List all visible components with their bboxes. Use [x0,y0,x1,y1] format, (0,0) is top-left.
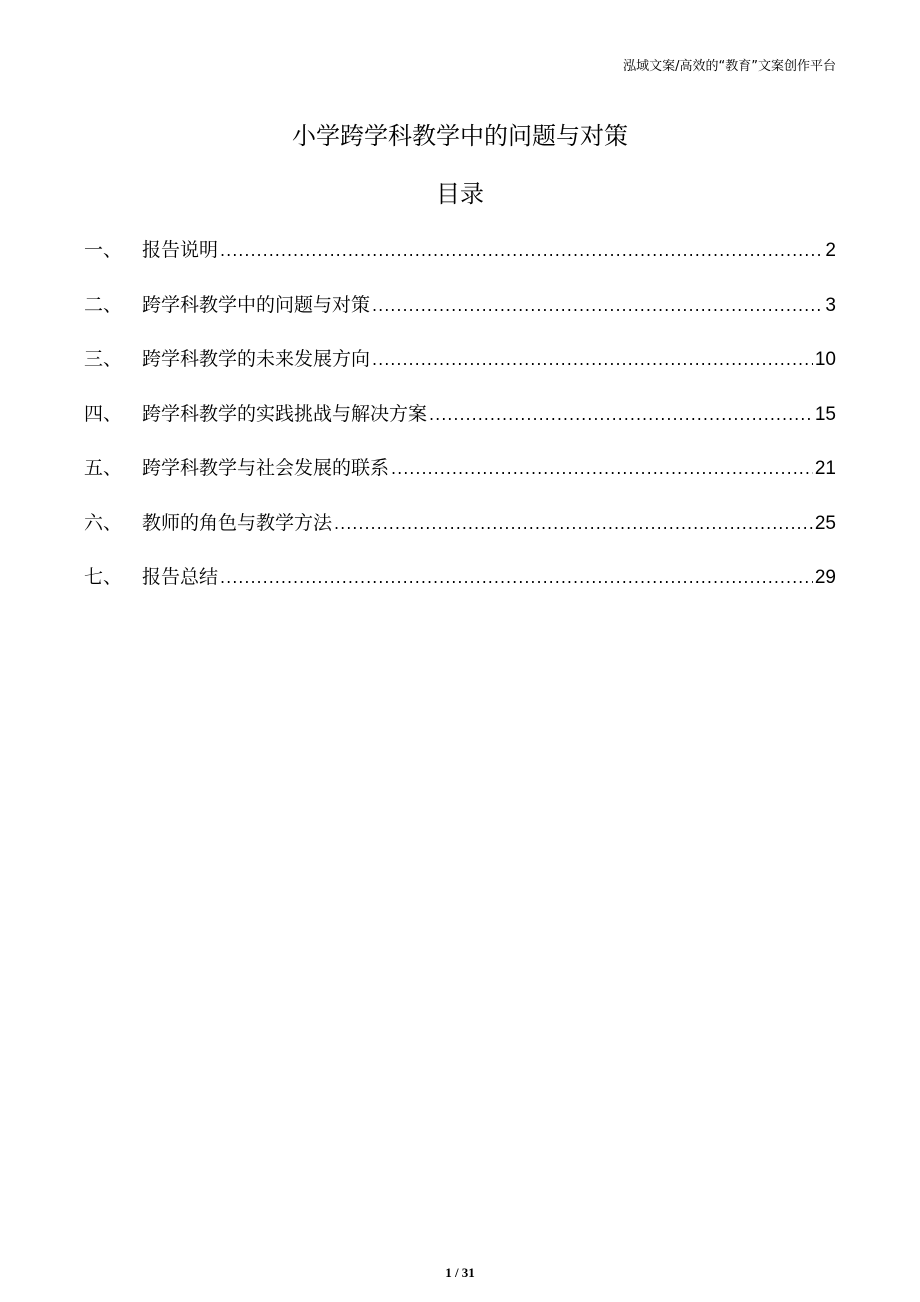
toc-entry[interactable] [84,232,836,287]
toc-entry-title: 跨学科教学与社会发展的联系 [142,457,390,479]
toc-entry-page: 29 [814,567,836,588]
toc-entry[interactable] [84,341,836,396]
toc-dot-leader [429,397,813,433]
toc-entry-number: 五、 [84,457,123,479]
toc-dot-leader [334,506,813,542]
toc-entry-number: 一、 [84,239,123,261]
toc-entry-number: 三、 [84,348,123,370]
toc-entry-number: 二、 [84,293,123,316]
toc-entry-number: 七、 [84,566,123,588]
toc-entry-page: 25 [814,512,836,534]
toc-entry[interactable] [84,287,836,342]
toc-entry[interactable] [84,396,836,451]
toc-entry-page: 21 [814,458,836,479]
header-divider [84,84,836,85]
toc-dot-leader [220,560,813,596]
toc-entry-page: 10 [814,349,836,370]
toc-entry-title: 教师的角色与教学方法 [142,511,333,534]
document-title: 小学跨学科教学中的问题与对策 [292,122,628,150]
toc-entry-number: 六、 [84,511,123,534]
toc-dot-leader [220,233,823,269]
toc-entry-page: 15 [814,403,836,425]
toc-entry[interactable] [84,450,836,505]
toc-dot-leader [372,342,813,378]
toc-entry-title: 报告总结 [142,566,219,588]
toc-entry-page: 3 [825,294,836,316]
toc-entry-page: 2 [825,240,836,261]
table-of-contents [84,232,836,614]
toc-entry[interactable] [84,559,836,614]
page-number-footer: 1 / 31 [445,1265,475,1280]
toc-heading: 目录 [436,180,484,208]
toc-entry-title: 跨学科教学中的问题与对策 [142,293,371,316]
toc-entry-title: 报告说明 [142,239,219,261]
toc-dot-leader [372,288,823,324]
toc-entry-number: 四、 [84,402,123,425]
toc-dot-leader [391,451,813,487]
page-header: 泓域文案/高效的“教育”文案创作平台 [623,59,836,74]
toc-entry[interactable] [84,505,836,560]
toc-entry-title: 跨学科教学的实践挑战与解决方案 [142,402,428,425]
toc-entry-title: 跨学科教学的未来发展方向 [142,348,371,370]
